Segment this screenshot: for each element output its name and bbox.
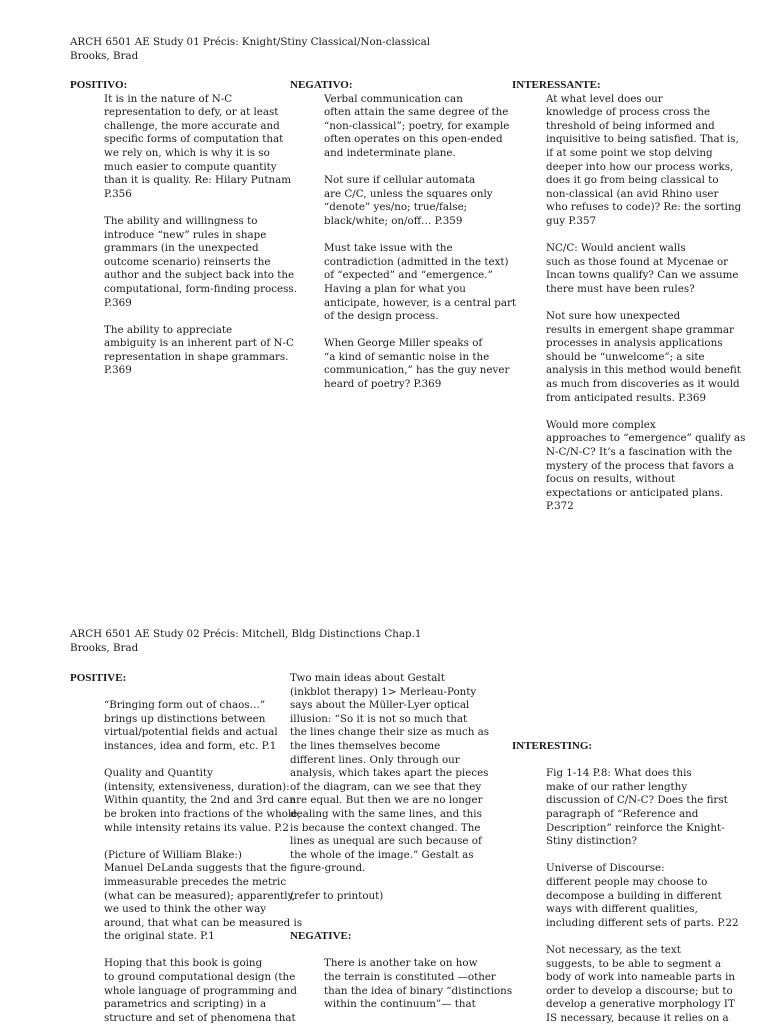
text-line: as much from discoveries as it would — [546, 378, 740, 391]
study1-column-negativo — [290, 79, 517, 392]
text-line: representation in shape grammars. — [104, 350, 289, 363]
text-line: (Picture of William Blake:) — [104, 848, 242, 861]
text-line: there must have been rules? — [546, 282, 695, 295]
text-line: ways with different qualities, — [546, 903, 698, 916]
paragraph — [512, 310, 741, 405]
text-line: body of work into nameable parts in — [546, 971, 736, 984]
paragraph — [290, 672, 490, 876]
text-line: There is another take on how — [324, 957, 478, 970]
text-line: should be “unwelcome”; a site — [546, 350, 705, 363]
text-line: the lines themselves become — [290, 739, 441, 752]
text-line: often attain the same degree of the — [324, 106, 509, 119]
column-heading: INTERESSANTE: — [512, 79, 601, 91]
text-line: guy P.357 — [546, 214, 597, 227]
text-line: Incan towns qualify? Can we assume — [546, 269, 739, 282]
text-line: Quality and Quantity — [104, 767, 213, 780]
text-line: It is in the nature of N-C — [104, 92, 233, 105]
text-line: we used to think the other way — [104, 903, 267, 916]
paragraph — [512, 92, 742, 229]
paragraph — [512, 767, 728, 849]
study2-column-middle — [290, 672, 513, 1012]
text-line: of the design process. — [324, 310, 439, 323]
text-line: from anticipated results. P.369 — [546, 391, 707, 404]
text-line: analysis in this method would benefit — [546, 364, 741, 377]
text-line: dealing with the same lines, and this — [290, 807, 482, 820]
paragraph — [290, 957, 513, 1011]
paragraph — [290, 890, 482, 904]
text-line: the whole of the image.” Gestalt as — [290, 848, 474, 861]
text-line: order to develop a discourse; but to — [546, 984, 733, 997]
text-line: outcome scenario) reinserts the — [104, 255, 271, 268]
text-line: P.369 — [104, 296, 132, 309]
paragraph — [70, 957, 298, 1025]
text-line: heard of poetry? P.369 — [324, 378, 442, 391]
text-line: communication,” has the guy never — [324, 364, 510, 377]
text-line: Would more complex — [546, 418, 656, 431]
text-line: whole language of programming and — [104, 984, 298, 997]
text-line: approaches to “emergence” qualify as — [546, 432, 746, 445]
text-line: different lines. Only through our — [290, 753, 460, 766]
text-line: ambiguity is an inherent part of N-C — [104, 337, 294, 350]
study2-header-author: Brooks, Brad — [70, 641, 139, 654]
text-line: than the idea of binary “distinctions — [324, 984, 513, 997]
paragraph — [70, 848, 303, 944]
text-line: contradiction (admitted in the text) — [324, 255, 509, 268]
column-heading: NEGATIVE: — [290, 930, 352, 943]
text-line: P.372 — [546, 500, 574, 513]
text-line: Description” reinforce the Knight- — [546, 821, 725, 834]
text-line: structure and set of phenomena that — [104, 1011, 296, 1024]
text-line: while intensity retains its value. P.2 — [104, 821, 289, 834]
text-line: Stiny distinction? — [546, 835, 637, 848]
text-line: IS necessary, because it relies on a — [546, 1011, 729, 1024]
study2-header — [70, 628, 421, 655]
text-line: analysis, which takes apart the pieces — [290, 767, 489, 780]
paragraph — [70, 767, 301, 835]
text-line: than it is quality. Re: Hilary Putnam — [104, 174, 291, 187]
study1-header-course: ARCH 6501 AE Study 01 Précis: Knight/Stiny Classical/Non-classical — [70, 36, 431, 48]
text-line: results in emergent shape grammar — [546, 323, 734, 336]
text-line: says about the Müller-Lyer optical — [290, 699, 470, 712]
text-line: author and the subject back into the — [104, 269, 295, 282]
paragraph — [290, 92, 510, 161]
study1-header — [70, 36, 430, 63]
study2-column-positive — [70, 672, 303, 1025]
text-line: virtual/potential fields and actual — [104, 726, 278, 739]
text-line: focus on results, without — [546, 473, 676, 486]
text-line: knowledge of process cross the — [546, 106, 711, 119]
text-line: deeper into how our process works, — [546, 160, 734, 173]
text-line: around, that what can be measured is — [104, 916, 303, 929]
text-line: of “expected” and “emergence.” — [324, 269, 493, 282]
text-line: P.369 — [104, 364, 132, 377]
text-line: the original state. P.1 — [104, 930, 215, 943]
text-line: often operates on this open-ended — [324, 133, 503, 146]
text-line: N-C/N-C? It’s a fascination with the — [546, 446, 733, 459]
text-line: the terrain is constituted —other — [324, 971, 496, 984]
text-line: the lines change their size as much as — [290, 726, 490, 739]
text-line: The ability and willingness to — [104, 214, 258, 227]
text-line: “non-classical”; poetry, for example — [324, 119, 510, 132]
text-line: including different sets of parts. P.22 — [546, 916, 739, 929]
text-line: much easier to compute quantity — [104, 160, 277, 173]
text-line: and indeterminate plane. — [324, 146, 456, 159]
study1-column-positivo — [70, 79, 297, 378]
text-line: (intensity, extensiveness, duration): — [104, 780, 290, 793]
text-line: we rely on, which is why it is so — [104, 146, 270, 159]
text-line: introduce “new” rules in shape — [104, 228, 267, 241]
text-line: be broken into fractions of the whole, — [104, 807, 301, 820]
text-line: does it go from being classical to — [546, 174, 719, 187]
text-line: (inkblot therapy) 1> Merleau-Ponty — [290, 685, 477, 698]
text-line: representation to defy, or at least — [104, 106, 279, 119]
text-line: Must take issue with the — [324, 242, 453, 255]
text-line: parametrics and scripting) in a — [104, 998, 267, 1011]
text-line: lines as unequal are such because of — [290, 835, 482, 848]
text-line: immeasurable precedes the metric — [104, 875, 287, 888]
text-line: computational, form-finding process. — [104, 282, 297, 295]
text-line: different people may choose to — [546, 875, 708, 888]
text-line: figure-ground. — [290, 862, 366, 875]
paragraph — [512, 418, 746, 514]
text-line: Not sure how unexpected — [546, 310, 681, 323]
text-line: make of our rather lengthy — [546, 780, 688, 793]
text-line: Hoping that this book is going — [104, 957, 263, 970]
text-line: Universe of Discourse: — [546, 862, 665, 875]
study1-column-interessante — [512, 79, 746, 514]
text-line: within the continuum”— that — [324, 998, 476, 1011]
paragraph — [512, 862, 739, 930]
column-heading: POSITIVE: — [70, 672, 127, 684]
paragraph — [512, 242, 739, 296]
text-line: Not sure if cellular automata — [324, 174, 476, 187]
text-line: “Bringing form out of chaos…” — [104, 699, 266, 712]
text-line: threshold of being informed and — [546, 119, 715, 132]
text-line: expectations or anticipated plans. — [546, 486, 724, 499]
text-line: specific forms of computation that — [104, 133, 284, 146]
text-line: NC/C: Would ancient walls — [546, 242, 686, 255]
text-line: is because the context changed. The — [290, 821, 481, 834]
text-line: of the diagram, can we see that they — [290, 780, 482, 793]
text-line: are C/C, unless the squares only — [324, 187, 493, 200]
text-line: (refer to printout) — [290, 889, 384, 902]
text-line: Verbal communication can — [324, 92, 463, 105]
paragraph — [290, 242, 517, 324]
text-line: non-classical (an avid Rhino user — [546, 187, 719, 200]
paragraph — [290, 174, 493, 228]
text-line: paragraph of “Reference and — [546, 807, 699, 820]
paragraph — [70, 323, 294, 378]
text-line: to ground computational design (the — [104, 971, 296, 984]
text-line: Fig 1-14 P.8: What does this — [546, 767, 692, 780]
text-line: Not necessary, as the text — [546, 943, 681, 956]
text-line: Within quantity, the 2nd and 3rd can — [104, 794, 296, 807]
text-line: Two main ideas about Gestalt — [290, 672, 445, 684]
column-heading: NEGATIVO: — [290, 79, 353, 91]
paragraph — [512, 943, 736, 1025]
study2-header-course: ARCH 6501 AE Study 02 Précis: Mitchell, Bldg Distinctions Chap.1 — [70, 628, 422, 640]
text-line: Manuel DeLanda suggests that the — [104, 862, 287, 875]
text-line: brings up distinctions between — [104, 712, 266, 725]
text-line: Having a plan for what you — [324, 282, 466, 295]
paragraph — [70, 699, 278, 753]
text-line: are equal. But then we are no longer — [290, 794, 483, 807]
paragraph — [290, 337, 510, 391]
text-line: black/white; on/off… P.359 — [324, 214, 463, 227]
text-line: mystery of the process that favors a — [546, 459, 734, 472]
text-line: who refuses to code)? Re: the sorting — [546, 201, 742, 214]
text-line: develop a generative morphology IT — [546, 998, 735, 1011]
text-line: At what level does our — [546, 92, 663, 105]
paragraph — [70, 214, 297, 310]
text-line: challenge, the more accurate and — [104, 119, 280, 132]
text-line: suggests, to be able to segment a — [546, 957, 722, 970]
text-line: illusion: “So it is not so much that — [290, 712, 468, 725]
text-line: if at some point we stop delving — [546, 146, 713, 159]
paragraph — [70, 92, 291, 202]
text-line: anticipate, however, is a central part — [324, 296, 517, 309]
text-line: grammars (in the unexpected — [104, 242, 259, 255]
text-line: P.356 — [104, 187, 132, 200]
text-line: The ability to appreciate — [104, 323, 233, 336]
column-heading: POSITIVO: — [70, 79, 128, 91]
text-line: (what can be measured); apparently, — [104, 889, 296, 902]
text-line: “denote” yes/no; true/false; — [324, 201, 468, 214]
text-line: discussion of C/N-C? Does the first — [546, 794, 728, 807]
text-line: When George Miller speaks of — [324, 337, 483, 350]
study1-header-author: Brooks, Brad — [70, 49, 139, 62]
text-line: “a kind of semantic noise in the — [324, 350, 490, 363]
text-line: such as those found at Mycenae or — [546, 255, 729, 268]
text-line: inquisitive to being satisfied. That is, — [546, 133, 739, 146]
text-line: instances, idea and form, etc. P.1 — [104, 739, 277, 752]
text-line: processes in analysis applications — [546, 337, 723, 350]
column-heading: INTERESTING: — [512, 740, 593, 752]
study2-column-interesting — [512, 740, 739, 1025]
text-line: decompose a building in different — [546, 889, 722, 902]
